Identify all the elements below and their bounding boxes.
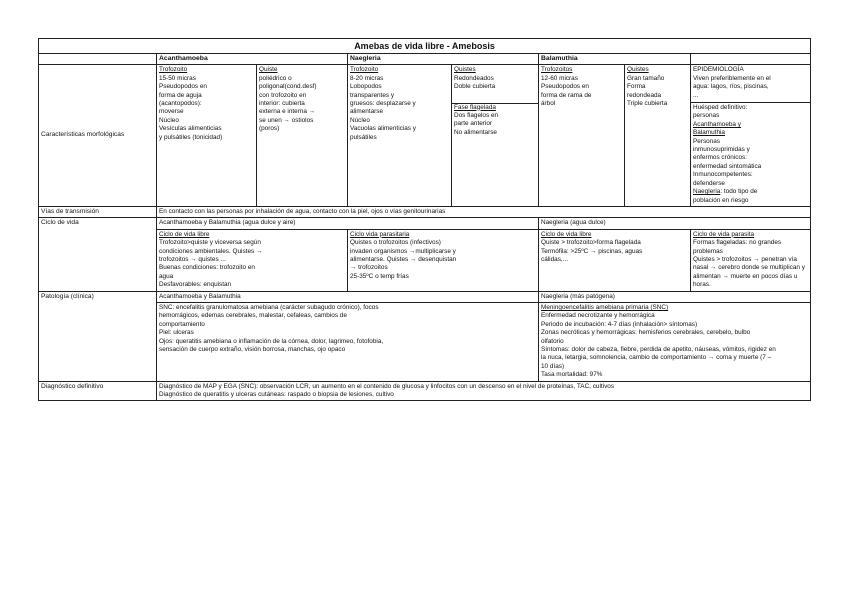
text-line: horas. bbox=[693, 281, 711, 289]
text-line: 15-50 micras bbox=[159, 74, 196, 82]
text-line: moverse bbox=[159, 108, 184, 116]
text-line: Núcleo bbox=[350, 116, 370, 124]
text-line: Pseudopodos en bbox=[159, 83, 207, 91]
text-line: gruesos: desplazarse y bbox=[350, 100, 416, 108]
text-line: pulsátiles bbox=[350, 133, 377, 141]
text-line: invaden organismos →multiplicarse y bbox=[350, 247, 456, 255]
text-line: sensación de cuerpo extraño, visión borrosa, manchas, ojo opaco bbox=[159, 346, 346, 353]
text-line: Formas flageladas: no grandes bbox=[693, 239, 782, 247]
naeg-quiste-title: Quistes bbox=[454, 66, 476, 74]
naeg-trofozoito-cell bbox=[348, 65, 452, 207]
text-line: forma de aguja bbox=[159, 91, 202, 99]
text-line: comportamiento bbox=[159, 320, 205, 328]
text-fragment: : todo tipo de bbox=[720, 188, 758, 196]
text-line: externa e interna → bbox=[259, 108, 316, 116]
pato-header-row bbox=[39, 291, 811, 302]
amebas-table bbox=[38, 38, 811, 401]
text-line: agua bbox=[159, 272, 174, 280]
acanth-trofozoito-cell bbox=[157, 65, 257, 207]
row-label-morph: Características morfológicas bbox=[39, 65, 157, 207]
header-acanthamoeba: Acanthamoeba bbox=[157, 54, 348, 65]
text-line: Personas bbox=[693, 137, 720, 145]
pato-naeg-title: Meningoencefalitis amebiana primaria (SNC) bbox=[541, 303, 669, 311]
text-line: Diagnóstico de queratitis y ulceras cutáneas: raspado o biopsia de lesiones, cultivo bbox=[159, 391, 394, 399]
text-line: 12-60 micras bbox=[541, 74, 578, 82]
text-line: Síntomas: dolor de cabeza, fiebre, perdida de apetito, náuseas, vómitos, rigidez en bbox=[541, 346, 776, 353]
pato-acanth-cell bbox=[157, 302, 539, 381]
text-line: Termófila: >25ºC → piscinas, aguas bbox=[541, 247, 643, 255]
text-line: 25-35ºC o temp frías bbox=[350, 272, 409, 280]
header-naegleria: Naegleria bbox=[348, 54, 539, 65]
text-line: defenderse bbox=[693, 179, 725, 187]
text-line: 10 días) bbox=[541, 362, 565, 370]
epi-host-section bbox=[691, 102, 810, 205]
acanth-trof-title: Trofozoito bbox=[159, 66, 188, 74]
text-line: Inmunocompetentes: bbox=[693, 171, 753, 179]
header-empty bbox=[39, 54, 157, 65]
spacer bbox=[454, 92, 536, 102]
pato-naeg-header: Naegleria (más patógena) bbox=[539, 291, 811, 302]
text-line: Forma bbox=[627, 83, 646, 91]
text-line: Piel: ulceras bbox=[159, 329, 194, 337]
text-line: Quistes > trofozoitos → penetran vía bbox=[693, 255, 797, 263]
text-line: Lobopodos bbox=[350, 83, 382, 91]
text-line: Huésped definitivo: bbox=[693, 104, 748, 112]
ciclo-naeg-libre-cell bbox=[539, 229, 691, 291]
text-line: Quiste > trofozoito>forma flagelada bbox=[541, 239, 641, 247]
text-line: y pulsátiles (tonicidad) bbox=[159, 133, 223, 141]
epi-acanth-underlined: Acanthamoeba y bbox=[693, 120, 741, 128]
header-epi-empty bbox=[691, 54, 811, 65]
bala-trof-title: Trofozoitos bbox=[541, 66, 573, 74]
text-line: Viven preferiblemente en el bbox=[693, 74, 771, 82]
naeg-flag-section bbox=[452, 103, 538, 138]
title-row bbox=[39, 39, 811, 54]
text-line: 8-20 micras bbox=[350, 74, 384, 82]
bala-quiste-title: Quistes bbox=[627, 66, 649, 74]
ciclo-header-row bbox=[39, 218, 811, 229]
naeg-quiste-cell bbox=[452, 65, 539, 207]
text-line: alimentarse bbox=[350, 108, 384, 116]
bala-trofozoito-cell bbox=[539, 65, 625, 207]
text-line: alimentarse. Quistes → desenquistan bbox=[350, 255, 457, 263]
text-line: Trofozoito>quiste y viceversa según bbox=[159, 239, 261, 247]
text-line: Triple cubierta bbox=[627, 100, 668, 108]
pato-naeg-cell bbox=[539, 302, 811, 381]
text-line: la nuca, letargia, somnolencia, cambio de comportamiento → coma y muerte (7 – bbox=[541, 354, 772, 362]
text-line: Zonas necróticas y hemorrágicas: hemisferios cerebrales, cerebelo, bulbo bbox=[541, 329, 751, 337]
epi-naeg-underlined: Naegleria bbox=[693, 188, 721, 196]
text-line: Gran tamaño bbox=[627, 74, 665, 82]
diag-row bbox=[39, 381, 811, 401]
ciclo-naeg-libre-title: Ciclo de vida libre bbox=[541, 230, 592, 238]
transmision-text: En contacto con las personas por inhalación de agua, contacto con la piel, ojos o vías genitourinarias bbox=[157, 206, 811, 217]
row-label-trans: Vías de transmisión bbox=[39, 206, 157, 217]
text-line: condiciones ambientales. Quistes → bbox=[159, 247, 263, 255]
text-line: alimentan → muerte en pocos días u bbox=[693, 272, 798, 280]
text-line: Periodo de incubación: 4-7 días (inhalación> síntomas) bbox=[541, 320, 698, 328]
morph-row bbox=[39, 65, 811, 207]
ciclo-libre-cell bbox=[157, 229, 348, 291]
text-line: poliédrico o bbox=[259, 74, 292, 82]
text-line: Desfavorables: enquistan bbox=[159, 281, 232, 289]
text-line: olfatorio bbox=[541, 337, 564, 345]
diag-cell bbox=[157, 381, 811, 401]
ciclo-acanth-header: Acanthamoeba y Balamuthia (agua dulce y aire) bbox=[157, 218, 539, 229]
bala-quiste-cell bbox=[625, 65, 691, 207]
text-line: trofozoitos → quistes ... bbox=[159, 255, 226, 263]
text-line: forma de rama de bbox=[541, 91, 592, 99]
text-line: se unen → ostiolos bbox=[259, 116, 314, 124]
ciclo-naeg-par-title: Ciclo de vida parasita bbox=[693, 230, 755, 238]
text-line: hemorrágicos, edemas cerebrales, malestar, cefaleas, cambios de bbox=[159, 312, 347, 320]
epidemiologia-cell bbox=[691, 65, 811, 207]
naeg-trof-title: Trofozoito bbox=[350, 66, 379, 74]
ciclo-naeg-header: Naegleria (agua dulce) bbox=[539, 218, 811, 229]
header-row bbox=[39, 54, 811, 65]
transmision-row bbox=[39, 206, 811, 217]
text-line: No alimentarse bbox=[454, 128, 497, 136]
text-line: Enfermedad necrotizante y hemorrágica bbox=[541, 312, 655, 320]
text-line: Ojos: queratitis amebiana o inflamación de la córnea, dolor, lagrimeo, fotofobia, bbox=[159, 337, 384, 345]
text-line: agua: lagos, ríos, piscinas, bbox=[693, 83, 769, 91]
row-label-ciclo: Ciclo de vida bbox=[39, 218, 157, 291]
text-line: Diagnóstico de MAP y EGA (SNC): observación LCR, un aumento en el contenido de glucosa y linfocitos con un descenso en el nivel de proteínas, TAC, cultivos bbox=[159, 382, 615, 390]
text-line: → trofozoitos bbox=[350, 264, 388, 272]
text-line: Pseudopodos en bbox=[541, 83, 589, 91]
ciclo-par-title: Ciclo vida parasitaria bbox=[350, 230, 410, 238]
text-line: Núcleo bbox=[159, 116, 179, 124]
text-line: parte anterior bbox=[454, 120, 493, 128]
text-line: (poros) bbox=[259, 125, 280, 133]
text-line: interior: cubierta bbox=[259, 100, 305, 108]
text-line: transparentes y bbox=[350, 91, 395, 99]
text-line: Quistes o trofozoitos (infectivos) bbox=[350, 239, 441, 247]
text-line: árbol bbox=[541, 100, 556, 108]
epi-title: EPIDEMIOLOGÍA bbox=[693, 66, 744, 74]
row-label-diag: Diagnóstico definitivo bbox=[39, 381, 157, 401]
text-line: Tasa mortalidad: 97% bbox=[541, 371, 603, 379]
text-line: Doble cubierta bbox=[454, 83, 496, 91]
text-line: cálidas,... bbox=[541, 255, 568, 263]
text-line: población en riesgo bbox=[693, 196, 749, 204]
text-line: inmunosuprimidas y bbox=[693, 146, 750, 154]
acanth-quiste-title: Quiste bbox=[259, 66, 278, 74]
text-line: enfermedad sintomática bbox=[693, 162, 762, 170]
text-line: Vacuolas alimenticias y bbox=[350, 125, 416, 133]
text-line: Buenas condiciones: trofozoito en bbox=[159, 264, 255, 272]
ciclo-parasitaria-cell bbox=[348, 229, 539, 291]
text-line: nasal → cerebro donde se multiplican y bbox=[693, 264, 805, 272]
document-page bbox=[38, 38, 810, 401]
text-line: Dos flagelos en bbox=[454, 112, 499, 120]
text-line: (acantopodos): bbox=[159, 100, 202, 108]
text-line: problemas bbox=[693, 247, 723, 255]
text-line: enfermos crónicos: bbox=[693, 154, 747, 162]
naeg-flag-title: Fase flagelada bbox=[454, 103, 496, 111]
table-title: Amebas de vida libre - Amebosis bbox=[39, 39, 811, 54]
header-balamuthia: Balamuthia bbox=[539, 54, 691, 65]
text-line: Vesículas alimenticias bbox=[159, 125, 222, 133]
text-line: redondeada bbox=[627, 91, 662, 99]
row-label-pato: Patología (clínica) bbox=[39, 291, 157, 381]
text-line: Redondeados bbox=[454, 74, 494, 82]
acanth-quiste-cell bbox=[257, 65, 348, 207]
ciclo-naeg-parasita-cell bbox=[691, 229, 811, 291]
ciclo-libre-title: Ciclo de vida libre bbox=[159, 230, 210, 238]
epi-bala-underlined: Balamuthia bbox=[693, 129, 725, 137]
pato-acanth-header: Acanthamoeba y Balamuthia bbox=[157, 291, 539, 302]
text-line: poligonal(cond.desf) bbox=[259, 83, 317, 91]
text-line: con trofozoito en bbox=[259, 91, 307, 99]
text-line: personas bbox=[693, 112, 720, 120]
epi-naeg-line bbox=[693, 188, 808, 196]
text-line: SNC: encefalitis granulomatosa amebiana (carácter subagudo crónico), focos bbox=[159, 303, 379, 311]
text-line: ... bbox=[693, 91, 699, 99]
